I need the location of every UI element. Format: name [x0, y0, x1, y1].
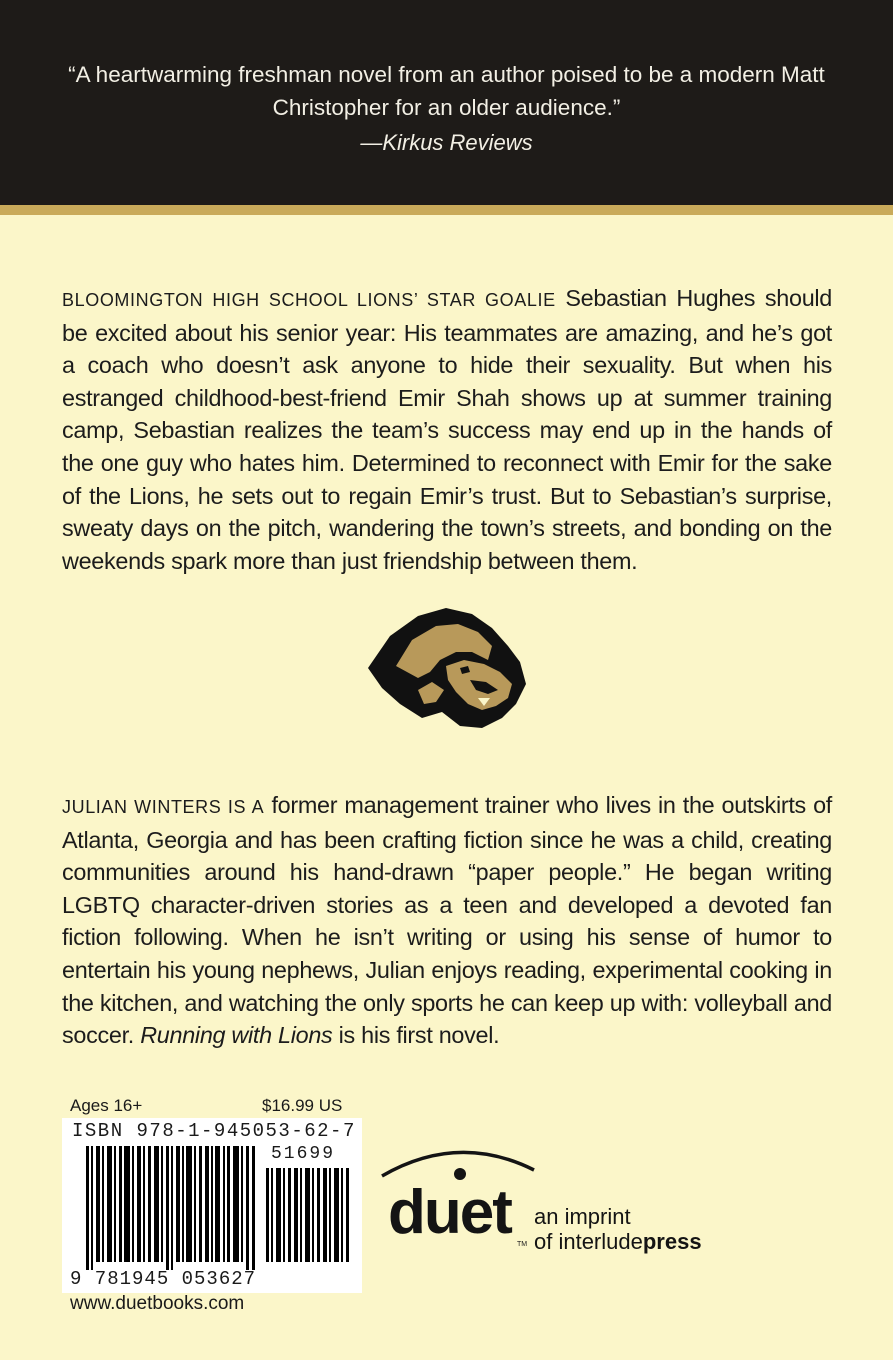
- price-label: $16.99 US: [262, 1096, 343, 1115]
- quote-header-band: [0, 0, 893, 205]
- synopsis-lead: BLOOMINGTON HIGH SCHOOL LIONS’ STAR GOALIE: [62, 290, 556, 310]
- author-bio-body: former management trainer who lives in the outskirts of Atlanta, Georgia and has been crafting fiction since he was a child, creating communities around his hand-drawn “paper people.” He began writing LGBTQ character-driven stories as a teen and developed a devoted fan fiction following. When he isn’t writing or using his sense of humor to entertain his young nephews, Julian enjoys reading, experimental cooking in the kitchen, and watching the only sports he can keep up with: volleyball and soccer.: [62, 792, 832, 1049]
- price-code-text: 51699: [271, 1144, 336, 1164]
- review-quote: “A heartwarming freshman novel from an author poised to be a modern Matt Christopher for an older audience.”: [68, 62, 825, 120]
- age-rating: Ages 16+: [70, 1096, 143, 1115]
- isbn-barcode: [86, 1146, 258, 1270]
- duet-arc-icon: [380, 1140, 540, 1180]
- price-barcode: [266, 1168, 352, 1262]
- lion-head-icon: [360, 606, 532, 732]
- website-link[interactable]: www.duetbooks.com: [70, 1293, 245, 1314]
- review-attribution: —Kirkus Reviews: [360, 130, 533, 155]
- imprint-line-2: [534, 1229, 702, 1255]
- gold-divider: [0, 205, 893, 215]
- barcode-digits: 9 781945 053627: [70, 1268, 257, 1290]
- isbn-text: ISBN 978-1-945053-62-7: [72, 1120, 356, 1142]
- synopsis-paragraph: [62, 282, 832, 577]
- author-bio-paragraph: [62, 789, 832, 1052]
- imprint-line-1: an imprint: [534, 1204, 631, 1229]
- author-bio-lead: JULIAN WINTERS IS A: [62, 797, 265, 817]
- imprint-prefix: of interlude: [534, 1229, 643, 1254]
- imprint-press: press: [642, 1229, 702, 1254]
- book-title: Running with Lions: [140, 1022, 333, 1049]
- author-bio-tail: is his first novel.: [332, 1022, 500, 1049]
- trademark-mark: TM: [517, 1241, 528, 1248]
- duet-logo: duet: [388, 1178, 511, 1247]
- synopsis-body: Sebastian Hughes should be excited about his senior year: His teammates are amazing, and he’s got a coach who doesn’t ask anyone to hide their sexuality. But when his estranged childhood-best-friend Emir Shah shows up at summer training camp, Sebastian realizes the team’s success may end up in the hands of the one guy who hates him. Determined to reconnect with Emir for the sake of the Lions, he sets out to regain Emir’s trust. But to Sebastian’s surprise, sweaty days on the pitch, wandering the town’s streets, and bonding on the weekends spark more than just friendship between them.: [62, 285, 833, 574]
